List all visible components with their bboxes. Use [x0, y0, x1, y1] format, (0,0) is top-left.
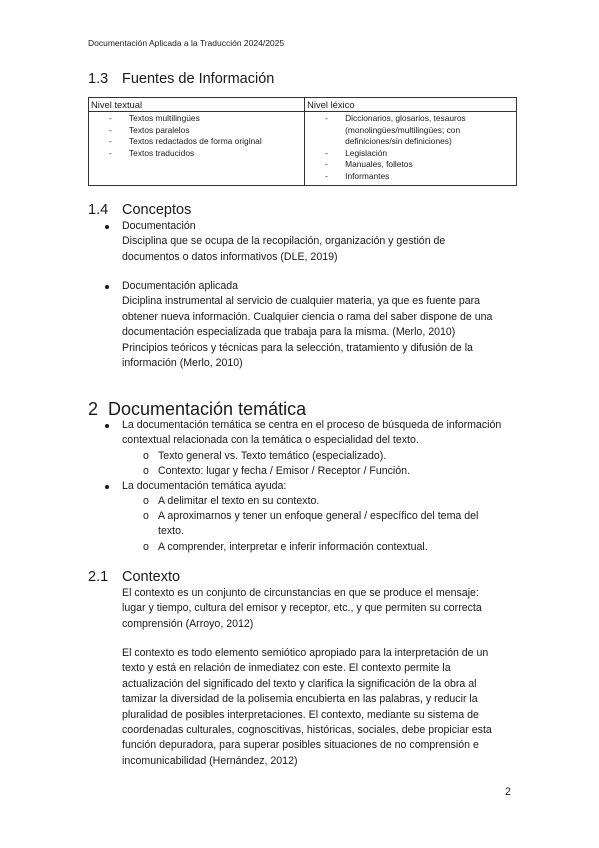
sub-bullet-text: Texto general vs. Texto temático (especializado).: [158, 450, 387, 462]
section-number: 1.4: [88, 202, 109, 218]
paragraph-line: función depuradora, para superar posibles situaciones de no comprensión e: [122, 739, 479, 752]
concept-definition-line: Diciplina instrumental al servicio de cualquier materia, ya que es fuente para: [122, 295, 481, 308]
paragraph-line: El contexto es todo elemento semiótico apropiado para la interpretación de un: [122, 647, 489, 659]
list-item: - Informantes: [325, 170, 390, 181]
table-cell-lexical: [305, 112, 517, 186]
paragraph-line: texto y está en relación de inmediatez con este. El contexto permite la: [122, 662, 451, 675]
table-cell-textual: [89, 112, 305, 186]
list-item: - Diccionarios, glosarios, tesauros (monolingües/multilingües; con definiciones/sin definiciones): [325, 113, 466, 147]
list-item: - Textos traducidos: [109, 147, 195, 158]
page-number: 2: [505, 786, 511, 798]
concept-definition-line: Disciplina que se ocupa de la recopilación, organización y gestión de: [122, 235, 446, 248]
paragraph-line: comprensión (Arroyo, 2012): [122, 617, 254, 630]
bullet-icon: [105, 424, 109, 428]
paragraph: [122, 646, 522, 769]
sub-bullet-text: Contexto: lugar y fecha / Emisor / Receptor / Función.: [158, 465, 411, 477]
paragraph-line: actualización del significado del texto y clarifica la significación de la obra al: [122, 677, 477, 690]
list-item: - Textos multilingües: [109, 113, 200, 123]
concept-term: Documentación: [122, 220, 196, 232]
section-heading-1-4: [88, 202, 191, 218]
concept-definition-line: obtener nueva información. Cualquier ciencia o rama del saber dispone de una: [122, 310, 493, 323]
list-item: - Textos redactados de forma original: [109, 136, 262, 147]
table-row: [89, 112, 517, 186]
concept-definition-line: Principios teóricos y técnicas para la selección, tratamiento y difusión de la: [122, 341, 473, 354]
section-title: Contexto: [122, 569, 181, 585]
concept-definition-line: información (Merlo, 2010): [122, 357, 243, 370]
chapter-title: Documentación temática: [108, 399, 307, 419]
section-number: 1.3: [88, 71, 109, 87]
circle-bullet-icon: o: [143, 495, 149, 507]
circle-bullet-icon: o: [143, 510, 149, 522]
list-item: - Textos paralelos: [109, 124, 190, 135]
sub-bullet-item: [143, 494, 522, 509]
paragraph-line: tamizar la diversidad de la polisemia encubierta en las palabras, y reducir la: [122, 693, 478, 706]
paragraph-line: incomunicabilidad (Hernández, 2012): [122, 754, 298, 767]
section-title: Conceptos: [122, 202, 192, 218]
circle-bullet-icon: o: [143, 465, 149, 477]
section-heading-2-1: [88, 569, 180, 585]
bullet-text-line: La documentación temática se centra en el proceso de búsqueda de información: [122, 419, 502, 431]
chapter-number: 2: [88, 399, 99, 419]
bullet-icon: [105, 285, 109, 289]
sub-bullet-item: [143, 509, 522, 540]
bullet-icon: [105, 225, 109, 229]
chapter-heading-2: [88, 399, 306, 420]
concept-item: [122, 219, 522, 265]
paragraph-line: pluralidad de posibles interpretaciones. El contexto, mediante su sistema de: [122, 708, 479, 721]
table-header-textual: Nivel textual: [89, 98, 305, 112]
concept-definition-line: documentos o datos informativos (DLE, 2019): [122, 250, 338, 263]
list-item: - Legislación: [325, 147, 388, 158]
sub-bullet-item: [143, 464, 522, 479]
bullet-text-line: La documentación temática ayuda:: [122, 480, 287, 492]
concept-item: [122, 279, 522, 371]
circle-bullet-icon: o: [143, 541, 149, 553]
section-heading-1-3: [88, 71, 274, 87]
paragraph-line: coordenadas culturales, cognoscitivas, históricas, sociales, debe propiciar esta: [122, 724, 492, 737]
bullet-item: [122, 418, 522, 449]
sub-bullet-item: [143, 449, 522, 464]
concept-definition-line: documentación especializada que trabaja para la misma. (Merlo, 2010): [122, 326, 456, 339]
sub-bullet-text: texto.: [158, 525, 184, 538]
section-title: Fuentes de Información: [122, 71, 275, 87]
bullet-icon: [105, 485, 109, 489]
sub-bullet-text: A aproximarnos y tener un enfoque general / específico del tema del: [158, 510, 479, 522]
concept-term: Documentación aplicada: [122, 280, 239, 292]
paragraph-line: lugar y tiempo, cultura del emisor y receptor, etc., y que permiten su correcta: [122, 602, 482, 615]
sub-bullet-text: A comprender, interpretar e inferir información contextual.: [158, 541, 428, 553]
bullet-item: [122, 479, 522, 494]
table-header-row: [89, 98, 517, 112]
table-header-lexical: Nivel léxico: [305, 98, 517, 112]
running-header: Documentación Aplicada a la Traducción 2024/2025: [88, 38, 285, 48]
sub-bullet-text: A delimitar el texto en su contexto.: [158, 495, 320, 507]
sub-bullet-item: [143, 540, 522, 555]
list-item: - Manuales, folletos: [325, 159, 413, 170]
sources-table: [88, 97, 517, 186]
paragraph: [122, 586, 522, 632]
paragraph-line: El contexto es un conjunto de circunstancias en que se produce el mensaje:: [122, 587, 479, 599]
circle-bullet-icon: o: [143, 450, 149, 462]
bullet-text-line: contextual relacionada con la temática o especialidad del texto.: [122, 434, 419, 447]
section-number: 2.1: [88, 569, 109, 585]
